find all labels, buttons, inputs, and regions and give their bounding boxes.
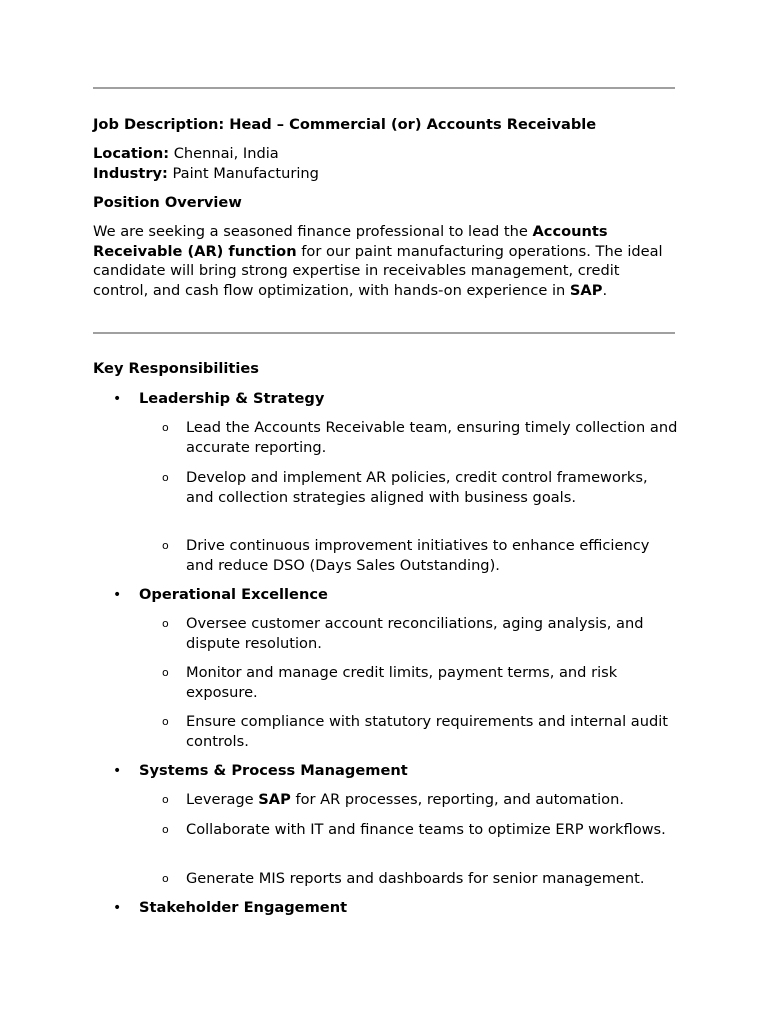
bullet-icon: • bbox=[113, 763, 122, 779]
section-title: Stakeholder Engagement bbox=[139, 899, 348, 916]
list-item: Monitor and manage credit limits, payment terms, and risk exposure. bbox=[186, 664, 618, 701]
sub-bullet-icon: o bbox=[162, 793, 169, 806]
middle-divider bbox=[93, 332, 675, 334]
sub-bullet-icon: o bbox=[162, 471, 169, 484]
bullet-icon: • bbox=[113, 587, 122, 603]
sub-bullet-icon: o bbox=[162, 421, 169, 434]
industry-label: Industry: bbox=[93, 165, 168, 182]
responsibilities-heading: Key Responsibilities bbox=[93, 360, 259, 377]
overview-text-2: for our paint manufacturing operations. The ideal candidate will bring strong expertise in receivables management, credit control, and cash flow optimization, with hands-on experience in bbox=[93, 242, 663, 300]
overview-heading: Position Overview bbox=[93, 194, 242, 211]
leverage-text-bold: SAP bbox=[258, 791, 291, 808]
leverage-text-pre: Leverage bbox=[186, 791, 259, 808]
list-item: Develop and implement AR policies, credit control frameworks, and collection strategies aligned with business goals. bbox=[186, 469, 648, 506]
location-value: Chennai, India bbox=[169, 145, 279, 162]
section-title: Operational Excellence bbox=[139, 586, 328, 603]
location-line bbox=[93, 144, 279, 164]
bullet-icon: • bbox=[113, 900, 122, 916]
section-title: Leadership & Strategy bbox=[139, 390, 325, 407]
overview-bold-1: Accounts Receivable (AR) function bbox=[93, 223, 608, 260]
overview-bold-2: SAP bbox=[569, 282, 603, 300]
leverage-text-post: for AR processes, reporting, and automation. bbox=[290, 791, 624, 808]
list-item: Collaborate with IT and finance teams to optimize ERP workflows. bbox=[186, 821, 666, 838]
overview-paragraph bbox=[93, 222, 677, 301]
document-title: Job Description: Head – Commercial (or) Accounts Receivable bbox=[93, 116, 597, 133]
sub-bullet-icon: o bbox=[162, 823, 169, 836]
sub-bullet-icon: o bbox=[162, 539, 169, 552]
overview-text-3: . bbox=[602, 282, 608, 300]
top-divider bbox=[93, 87, 675, 89]
sub-bullet-icon: o bbox=[162, 666, 169, 679]
bullet-icon: • bbox=[113, 391, 122, 407]
list-item: Generate MIS reports and dashboards for senior management. bbox=[186, 870, 645, 887]
location-label: Location: bbox=[93, 145, 170, 162]
sub-bullet-icon: o bbox=[162, 617, 169, 630]
list-item: Lead the Accounts Receivable team, ensuring timely collection and accurate reporting. bbox=[186, 419, 678, 456]
section-title: Systems & Process Management bbox=[139, 762, 408, 779]
list-item: Ensure compliance with statutory requirements and internal audit controls. bbox=[186, 713, 669, 750]
list-item: Oversee customer account reconciliations, aging analysis, and dispute resolution. bbox=[186, 615, 644, 652]
industry-line bbox=[93, 164, 319, 184]
list-item bbox=[186, 790, 678, 810]
sub-bullet-icon: o bbox=[162, 715, 169, 728]
industry-value: Paint Manufacturing bbox=[167, 165, 319, 182]
list-item: Drive continuous improvement initiatives to enhance efficiency and reduce DSO (Days Sales Outstanding). bbox=[186, 537, 650, 574]
sub-bullet-icon: o bbox=[162, 872, 169, 885]
overview-text-1: We are seeking a seasoned finance professional to lead the bbox=[93, 223, 533, 240]
